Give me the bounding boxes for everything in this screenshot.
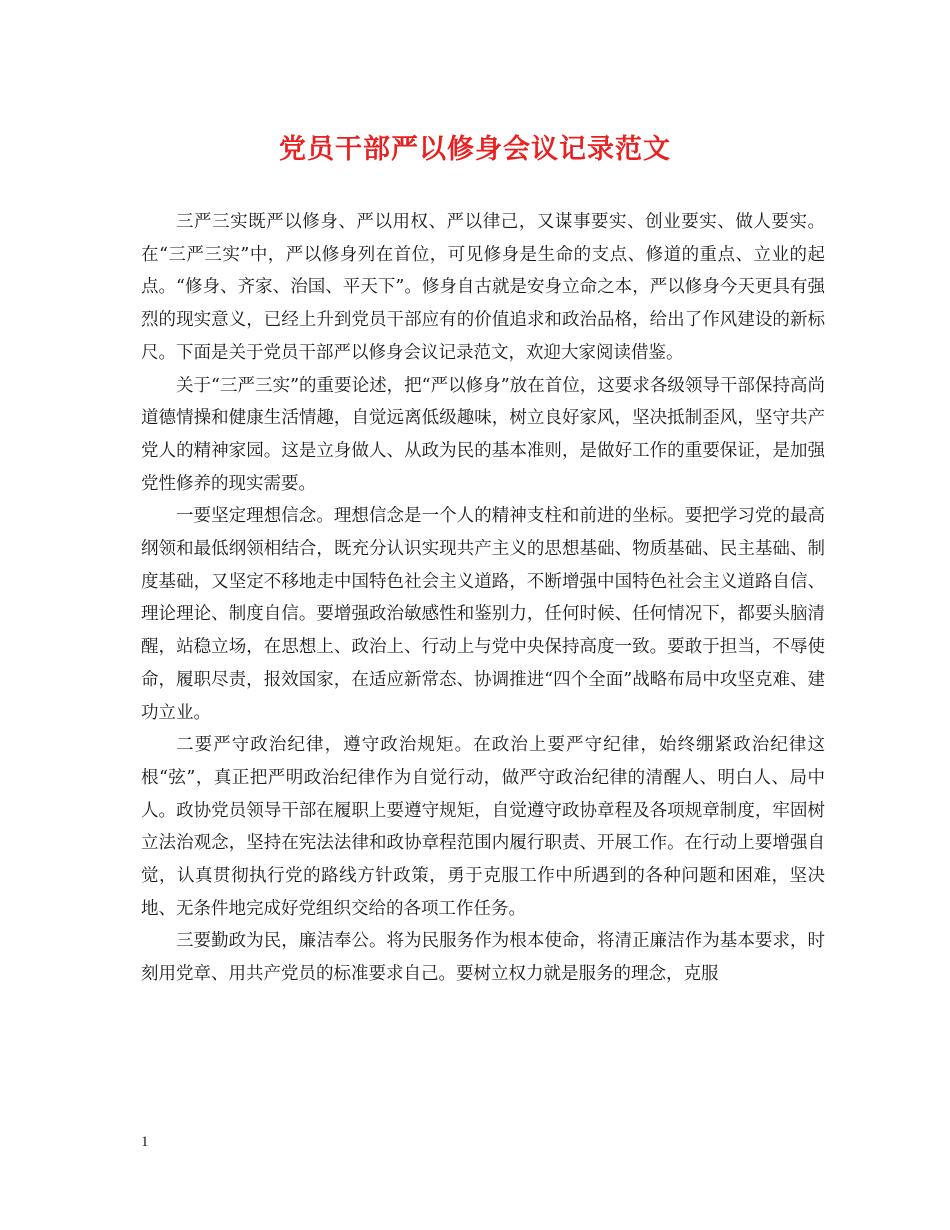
document-body	[141, 206, 825, 991]
paragraph-point-three: 三要勤政为民，廉洁奉公。将为民服务作为根本使命，将清正廉洁作为基本要求，时刻用党章、用共产党员的标准要求自己。要树立权力就是服务的理念，克服	[141, 931, 825, 985]
page-number: 1	[141, 1134, 149, 1150]
paragraph-intro: 三严三实既严以修身、严以用权、严以律己，又谋事要实、创业要实、做人要实。在“三严三实”中，严以修身列在首位，可见修身是生命的支点、修道的重点、立业的起点。“修身、齐家、治国、平天下”。修身自古就是安身立命之本，严以修身今天更具有强烈的现实意义，已经上升到党员干部应有的价值追求和政治品格，给出了作风建设的新标尺。下面是关于党员干部严以修身会议记录范文，欢迎大家阅读借鉴。	[141, 212, 825, 363]
document-title: 党员干部严以修身会议记录范文	[279, 134, 671, 165]
paragraph-overview: 关于“三严三实”的重要论述，把“严以修身”放在首位，这要求各级领导干部保持高尚道德情操和健康生活情趣，自觉远离低级趣味，树立良好家风，坚决抵制歪风，坚守共产党人的精神家园。这是立身做人、从政为民的基本准则，是做好工作的重要保证，是加强党性修养的现实需要。	[141, 375, 825, 494]
paragraph-point-two: 二要严守政治纪律，遵守政治规矩。在政治上要严守纪律，始终绷紧政治纪律这根“弦”，真正把严明政治纪律作为自觉行动，做严守政治纪律的清醒人、明白人、局中人。政协党员领导干部在履职上要遵守规矩，自觉遵守政协章程及各项规章制度，牢固树立法治观念，坚持在宪法法律和政协章程范围内履行职责、开展工作。在行动上要增强自觉，认真贯彻执行党的路线方针政策，勇于克服工作中所遇到的各种问题和困难，坚决地、无条件地完成好党组织交给的各项工作任务。	[141, 735, 825, 919]
paragraph-point-one: 一要坚定理想信念。理想信念是一个人的精神支柱和前进的坐标。要把学习党的最高纲领和最低纲领相结合，既充分认识实现共产主义的思想基础、物质基础、民主基础、制度基础，又坚定不移地走中国特色社会主义道路，不断增强中国特色社会主义道路自信、理论理论、制度自信。要增强政治敏感性和鉴别力，任何时候、任何情况下，都要头脑清醒，站稳立场，在思想上、政治上、行动上与党中央保持高度一致。要敢于担当，不辱使命，履职尽责，报效国家，在适应新常态、协调推进“四个全面”战略布局中攻坚克难、建功立业。	[141, 506, 825, 723]
